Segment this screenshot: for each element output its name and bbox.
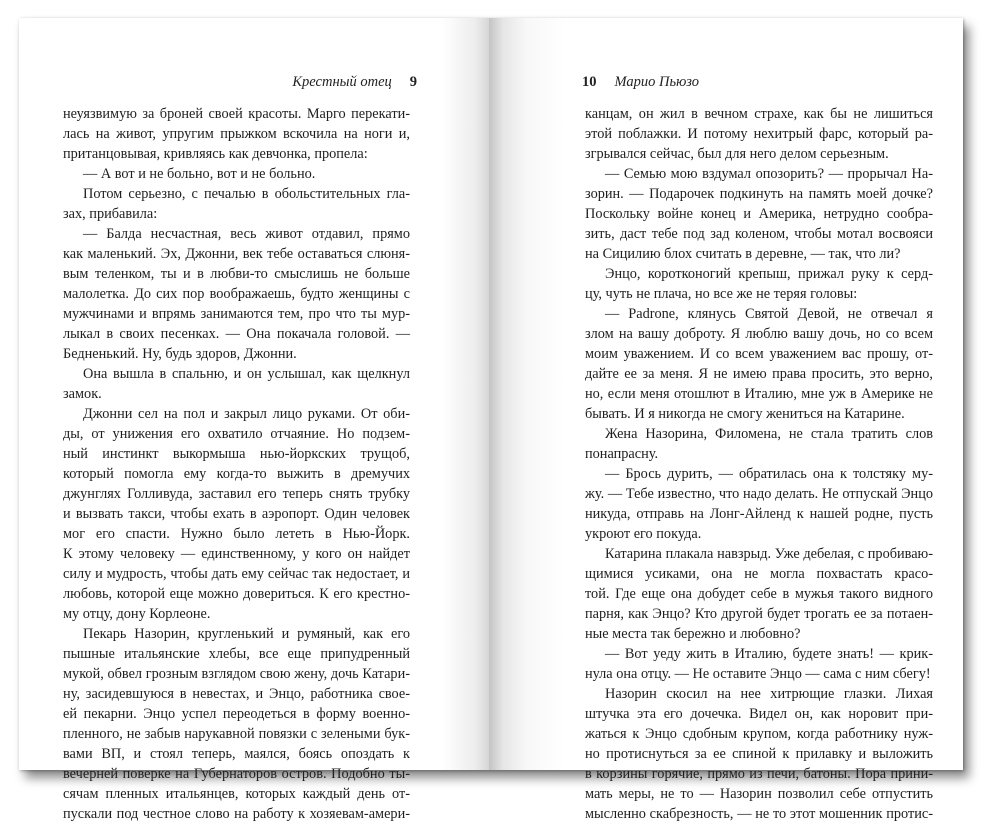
text-line: цу, чуть не плача, но все же не теряя головы: — [585, 286, 858, 302]
text-line: Джонни сел на пол и закрыл лицо руками. От оби- — [83, 406, 410, 422]
text-line: который помогла ему когда-то выжить в дремучих — [63, 466, 410, 482]
text-line: Назорин скосил на нее хитрющие глазки. Лихая — [605, 686, 933, 702]
text-line: ну, засидевшуюся в невестах, и Энцо, работника свое- — [63, 686, 410, 702]
text-line: Бедненький. Ну, будь здоров, Джонни. — [63, 346, 297, 362]
text-line: згрывался сейчас, был для него делом серьезным. — [585, 146, 889, 162]
text-line: и вызвать такси, чтобы ехать в аэропорт. Один человек — [63, 506, 410, 522]
text-line: мысленно скабрезность, — не то этот мошенник протис- — [585, 806, 933, 822]
text-line: ей пекарни. Энцо успел переодеться в форму военно- — [63, 706, 410, 722]
text-line: нула она отцу. — Не оставите Энцо — сама с ним сбегу! — [585, 666, 931, 682]
text-line: укроют его покуда. — [585, 526, 702, 542]
text-line: злом на вашу доброту. Я люблю вашу дочь, но со всем — [585, 326, 933, 342]
text-line: Она вышла в спальню, и он услышал, как щелкнул — [83, 366, 410, 382]
text-line: мужчинами и впрямь занимаются тем, про что ты мур- — [63, 306, 410, 322]
text-line: дайте ее за меня. Я не имею права просить, это верно, — [585, 366, 933, 382]
text-line: жаться к Энцо сдобным крупом, когда работнику нуж- — [585, 726, 933, 742]
left-page-number: 9 — [409, 74, 417, 90]
right-page — [489, 18, 963, 822]
text-line: этой поблажки. И потому нехитрый фарс, который ра- — [585, 126, 933, 142]
text-line: лыкал в своих песенках. — Она покачала головой. — — [63, 326, 410, 342]
text-line: на Сицилию блох считать в деревне, — так, что ли? — [585, 246, 901, 262]
right-page-text — [585, 104, 933, 824]
text-line: ные места так бережно и любовно? — [585, 626, 801, 642]
text-line: бывать. И я никогда не смогу жениться на Катарине. — [585, 406, 905, 422]
text-line: К этому человеку — единственному, у кого он найдет — [63, 546, 410, 562]
text-line: парня, как Энцо? Кто другой будет трогать ее за потаен- — [585, 606, 933, 622]
text-line: штучка эта его дочечка. Видел он, как норовит при- — [585, 706, 933, 722]
right-running-title: Марио Пьюзо — [614, 74, 700, 90]
text-line: Жена Назорина, Филомена, не стала тратить слов — [605, 426, 933, 442]
text-line: мог его спасти. Нужно было лететь в Нью-Йорк. — [63, 526, 410, 542]
open-book — [19, 18, 963, 822]
text-line: неуязвимую за броней своей красоты. Марго перекати- — [63, 106, 410, 122]
text-line: джунглях Голливуда, заставил его теперь снять трубку — [63, 486, 410, 502]
text-line: мать меры, не то — Назорин позволил себе отпустить — [585, 786, 933, 802]
text-line: му отцу, дону Корлеоне. — [63, 606, 211, 622]
text-line: лась на живот, упругим прыжком вскочила на ноги и, — [63, 126, 410, 142]
text-line: — Балда несчастная, весь живот отдавил, прямо — [83, 226, 410, 242]
text-line: щимися усиками, она не могла похвастать красо- — [585, 566, 933, 582]
text-line: пышные итальянские хлебы, все еще припудренный — [63, 646, 410, 662]
text-line: сячам пленных итальянцев, которых каждый день от- — [63, 786, 410, 802]
text-line: Энцо, коротконогий крепыш, прижал руку к серд- — [605, 266, 933, 282]
text-line: вечерней поверке на Губернаторов остров. Подобно ты- — [63, 766, 410, 782]
right-running-head — [582, 74, 699, 91]
text-line: в корзины горячие, прямо из печи, батоны. Пора прини- — [585, 766, 933, 782]
text-line: пританцовывая, кривляясь как девчонка, пропела: — [63, 146, 368, 162]
text-line: зах, прибавила: — [63, 206, 158, 222]
text-line: но протиснуться за ее спиной к прилавку и выложить — [585, 746, 933, 762]
left-running-title: Крестный отец — [292, 74, 392, 90]
text-line: канцам, он жил в вечном страхе, как бы не лишиться — [585, 106, 933, 122]
text-line: ды, от унижения его охватило отчаяние. Но подзем- — [63, 426, 410, 442]
left-running-head — [292, 74, 417, 91]
text-line: моим уважением. И со всем уважением вас прошу, от- — [585, 346, 933, 362]
text-line: — Вот уеду жить в Италию, будете знать! — крик- — [605, 646, 933, 662]
text-line: — Семью мою вздумал опозорить? — прорычал На- — [605, 166, 933, 182]
text-line: — Брось дурить, — обратилась она к толстяку му- — [605, 466, 933, 482]
text-line: вами ВП, и стоял теперь, маялся, боясь опоздать к — [63, 746, 410, 762]
text-line: Пекарь Назорин, кругленький и румяный, как его — [83, 626, 410, 642]
text-line: понапрасну. — [585, 446, 659, 462]
text-line: пускали под честное слово на работу к хозяевам-амери- — [63, 806, 410, 822]
text-line: — А вот и не больно, вот и не больно. — [83, 166, 316, 182]
text-line: Потом серьезно, с печалью в обольстительных гла- — [83, 186, 410, 202]
text-line: мукой, обвел грозным взглядом свою жену, дочь Катари- — [63, 666, 410, 682]
text-line: той. Где еще она добудет себе в мужья такого видного — [585, 586, 933, 602]
text-line: как маленький. Эх, Джонни, век тебе оставаться слюня- — [63, 246, 410, 262]
left-page — [19, 18, 489, 822]
text-line: вым теленком, ты и в любви-то смыслишь не больше — [63, 266, 410, 282]
text-line: ный инстинкт выкормыша нью-йоркских трущоб, — [63, 446, 410, 462]
text-line: — Padrone, клянусь Святой Девой, не отвечал я — [605, 306, 933, 322]
left-page-text — [63, 104, 410, 824]
text-line: жу. — Тебе известно, что надо делать. Не отпускай Энцо — [585, 486, 933, 502]
text-line: Поскольку войне конец и Америка, нетрудно сообра- — [585, 206, 933, 222]
text-line: малолетка. До сих пор воображаешь, будто женщины с — [63, 286, 410, 302]
text-line: зить, даст тебе под зад коленом, чтобы мотал восвояси — [585, 226, 933, 242]
text-line: но, если меня отошлют в Италию, мне уж в Америке не — [585, 386, 933, 402]
text-line: любовь, которой еще можно довериться. К его крестно- — [63, 586, 410, 602]
text-line: зорин. — Подарочек подкинуть на память моей дочке? — [585, 186, 933, 202]
text-line: Катарина плакала навзрыд. Уже дебелая, с пробиваю- — [605, 546, 933, 562]
text-line: никуда, отправь на Лонг-Айленд к нашей родне, пусть — [585, 506, 933, 522]
right-page-number: 10 — [582, 74, 597, 90]
text-line: замок. — [63, 386, 102, 402]
text-line: силу и мудрость, чтобы дать ему сейчас так недостает, и — [63, 566, 410, 582]
text-line: пленного, не забыв нарукавной повязки с зелеными бук- — [63, 726, 410, 742]
